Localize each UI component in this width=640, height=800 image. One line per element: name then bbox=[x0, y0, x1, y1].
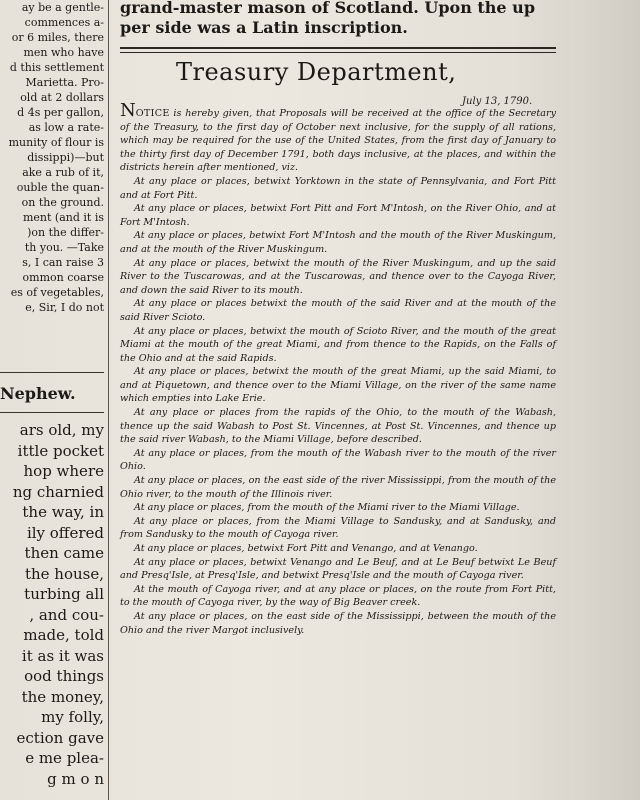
text-line: per side was a Latin inscription. bbox=[120, 18, 408, 37]
text-line: the house, bbox=[24, 564, 104, 583]
article-paragraph: At any place or places from the rapids of the Ohio, to the mouth of the Wabash, thence up the said Wabash to Post St. Vincennes, at Post St. Vincennes, and thence up the said river Wabash, to the Miami Village, before described. bbox=[120, 407, 556, 446]
left-column-heading: Nephew. bbox=[0, 384, 76, 403]
article-paragraph: At any place or places betwixt the mouth of the said River and at the mouth of the said River Scioto. bbox=[120, 298, 556, 323]
drop-initial: N bbox=[120, 100, 136, 121]
text-line: hop where bbox=[23, 462, 104, 480]
text-line: grand-master mason of Scotland. Upon the up bbox=[120, 0, 535, 17]
article-paragraph: At any place or places, from the Miami Village to Sandusky, and at Sandusky, and from Sandusky to the mouth of Cayoga river. bbox=[120, 515, 556, 541]
text-line: ay be a gentle- bbox=[21, 1, 104, 14]
article-paragraph: At any place or places, from the mouth of the Miami river to the Miami Village. bbox=[134, 502, 520, 514]
article-heading: Treasury Department, bbox=[176, 58, 457, 86]
text-line: e me plea- bbox=[25, 749, 104, 767]
column-rule bbox=[108, 0, 109, 800]
text-line: , and cou- bbox=[29, 605, 104, 624]
text-line: or 6 miles, there bbox=[11, 31, 104, 44]
article-paragraph: At any place or places, betwixt the mouth of the great Miami, up the said Miami, to and at Piquetown, and thence over to the Miami Village, on the river of the same name which empties into Lake Erie. bbox=[120, 366, 556, 405]
text-line: ars old, my bbox=[19, 421, 104, 439]
left-column bbox=[0, 0, 104, 800]
text-line: ection gave bbox=[16, 728, 104, 747]
text-line: ment (and it is bbox=[22, 211, 104, 224]
text-line: ood things bbox=[24, 667, 104, 685]
left-column-bottom-text bbox=[0, 420, 104, 789]
section-divider bbox=[120, 52, 556, 53]
article-paragraph: At any place or places, betwixt Fort M'Intosh and the mouth of the River Muskingum, and at the mouth of the River Muskingum. bbox=[120, 230, 556, 255]
article-paragraph: At the mouth of Cayoga river, and at any place or places, on the route from Fort Pitt, to the mouth of Cayoga river, by the way of Big Beaver creek. bbox=[120, 583, 556, 609]
notice-text: is hereby given, that Proposals will be received at the office of the Secretary of the Treasury, to the first day of October next inclusive, for the supply of all rations, which may be required for the use of the United States, from the first day of January to the thirty first day of December 1791, both days inclusive, at the places, and within the districts herein after mentioned, viz. bbox=[120, 108, 556, 174]
article-paragraph: At any place or places, on the east side of the river Mississippi, from the mouth of the Ohio river, to the mouth of the Illinois river. bbox=[120, 475, 556, 500]
notice-caps: OTICE bbox=[135, 108, 170, 119]
text-line: commences a- bbox=[24, 16, 104, 29]
text-line: old at 2 dollars bbox=[20, 91, 104, 104]
text-line: the money, bbox=[21, 687, 104, 706]
article-dateline: July 13, 1790. bbox=[462, 96, 533, 107]
text-line: as low a rate- bbox=[28, 121, 104, 134]
text-line: s, I can raise 3 bbox=[22, 256, 104, 269]
article-paragraph: At any place or places, betwixt Fort Pitt and Fort M'Intosh, on the River Ohio, and at Fort M'Intosh. bbox=[120, 203, 556, 228]
text-line: es of vegetables, bbox=[10, 286, 104, 299]
text-line: ake a rub of it, bbox=[22, 166, 104, 179]
text-line: d 4s per gallon, bbox=[17, 106, 104, 119]
text-line: )on the differ- bbox=[27, 226, 104, 239]
text-line: ily offered bbox=[26, 523, 104, 542]
text-line: made, told bbox=[23, 626, 104, 644]
text-line: e, Sir, I do not bbox=[25, 301, 104, 314]
text-line: then came bbox=[24, 544, 104, 562]
page-margin bbox=[570, 0, 640, 800]
previous-article-tail bbox=[120, 0, 560, 38]
article-paragraph: At any place or places, betwixt Fort Pitt and Venango, and at Venango. bbox=[134, 543, 478, 554]
article-paragraph: At any place or places, betwixt the mouth of Scioto River, and the mouth of the great Miami at the mouth of the great Miami, and from thence to the Rapids, on the Falls of the Ohio and at the said Rapids. bbox=[120, 325, 556, 364]
section-divider bbox=[0, 372, 104, 373]
text-line: d this settlement bbox=[9, 61, 104, 74]
text-line: the way, in bbox=[22, 503, 104, 521]
text-line: it as it was bbox=[21, 646, 104, 665]
text-line: th you. —Take bbox=[24, 241, 104, 254]
text-line: on the ground. bbox=[21, 196, 104, 209]
text-line: munity of flour is bbox=[8, 136, 104, 149]
article-paragraph: At any place or places, betwixt Venango and Le Beuf, and at Le Beuf betwixt Le Beuf and Presq'Isle, at Presq'Isle, and betwixt Presq'Isle and the mouth of Cayoga river. bbox=[120, 556, 556, 582]
right-column bbox=[116, 0, 564, 800]
text-line: Marietta. Pro- bbox=[25, 76, 104, 89]
text-line: ng charnied bbox=[12, 482, 104, 501]
text-line: ittle pocket bbox=[17, 441, 104, 460]
text-line: ouble the quan- bbox=[16, 181, 104, 194]
text-line: turbing all bbox=[24, 585, 104, 603]
text-line: g m o n bbox=[47, 769, 104, 788]
text-line: ommon coarse bbox=[22, 271, 104, 284]
article-paragraph: At any place or places, from the mouth of the Wabash river to the mouth of the river Ohio. bbox=[120, 447, 556, 473]
text-line: dissippi)—but bbox=[27, 151, 104, 164]
left-column-top-text bbox=[0, 0, 104, 315]
section-divider bbox=[120, 47, 556, 49]
article-paragraph: At any place or places, on the east side of the Mississippi, between the mouth of the Ohio and the river Margot inclusively. bbox=[120, 610, 556, 636]
section-divider bbox=[0, 412, 104, 413]
article-paragraph: At any place or places, betwixt Yorktown in the state of Pennsylvania, and Fort Pitt and at Fort Pitt. bbox=[120, 175, 556, 201]
article-paragraph: At any place or places, betwixt the mouth of the River Muskingum, and up the said River to the Tuscarowas, and at the Tuscarowas, and thence over to the Cayoga River, and down the said River to its mouth. bbox=[120, 257, 556, 296]
text-line: my folly, bbox=[41, 708, 104, 726]
text-line: men who have bbox=[23, 46, 104, 59]
